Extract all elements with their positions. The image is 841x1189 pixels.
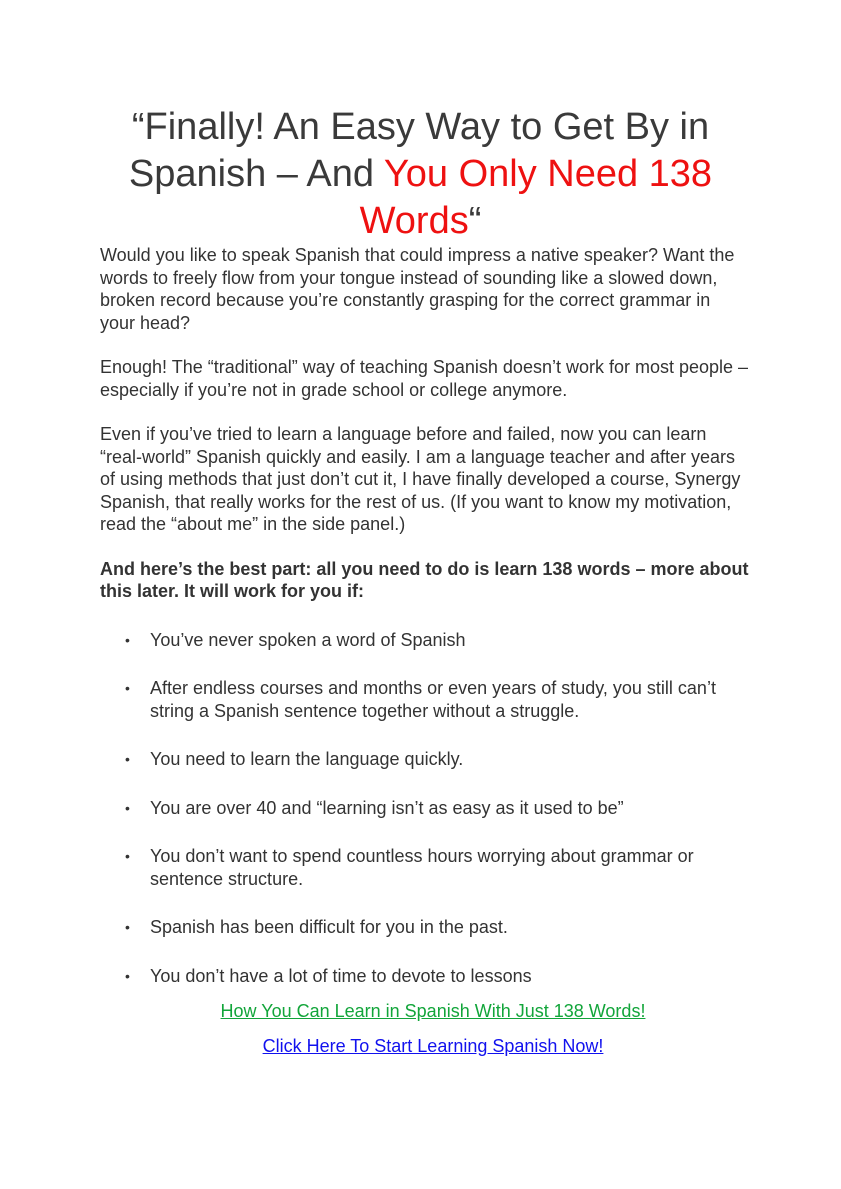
title-highlight: You Only Need 138 Words bbox=[359, 153, 713, 242]
benefit-list bbox=[100, 629, 750, 988]
list-item bbox=[125, 916, 750, 939]
bullet-icon: • bbox=[125, 848, 130, 864]
bullet-icon: • bbox=[125, 680, 130, 696]
list-item bbox=[125, 677, 750, 722]
cta-links bbox=[90, 1000, 776, 1057]
bullet-icon: • bbox=[125, 799, 130, 816]
bullet-icon: • bbox=[125, 751, 130, 767]
list-item-text: You don’t want to spend countless hours worrying about grammar or sentence structure. bbox=[150, 846, 694, 889]
article-body bbox=[100, 244, 750, 1013]
list-item bbox=[125, 629, 750, 652]
list-item bbox=[125, 845, 750, 890]
list-item bbox=[125, 965, 750, 988]
list-item-text: Spanish has been difficult for you in the past. bbox=[150, 917, 508, 937]
learn-138-words-link[interactable]: How You Can Learn in Spanish With Just 138 Words! bbox=[220, 1001, 646, 1021]
best-part-heading: And here’s the best part: all you need to do is learn 138 words – more about this later. It will work for you if: bbox=[100, 558, 749, 601]
paragraph-intro: Would you like to speak Spanish that could impress a native speaker? Want the words to freely flow from your tongue instead of sounding like a slowed down, broken record because you’re constantly grasping for the correct grammar in your head? bbox=[100, 245, 735, 333]
list-item bbox=[125, 748, 750, 771]
list-item-text: You need to learn the language quickly. bbox=[150, 749, 464, 769]
list-item-text: After endless courses and months or even years of study, you still can’t string a Spanish sentence together without a struggle. bbox=[150, 678, 716, 721]
list-item-text: You are over 40 and “learning isn’t as easy as it used to be” bbox=[150, 797, 624, 818]
start-learning-link[interactable]: Click Here To Start Learning Spanish Now! bbox=[262, 1036, 604, 1056]
list-item bbox=[125, 797, 750, 820]
title-text: “Finally! An Easy Way to Get By in Spanish – And bbox=[128, 106, 710, 195]
bullet-icon: • bbox=[125, 967, 130, 984]
paragraph-enough: Enough! The “traditional” way of teaching Spanish doesn’t work for most people – especially if you’re not in grade school or college anymore. bbox=[100, 357, 749, 400]
list-item-text: You don’t have a lot of time to devote to lessons bbox=[150, 965, 532, 986]
list-item-text: You’ve never spoken a word of Spanish bbox=[150, 629, 466, 650]
bullet-icon: • bbox=[125, 919, 130, 935]
title-closing-quote: “ bbox=[468, 200, 482, 242]
bullet-icon: • bbox=[125, 631, 130, 648]
page-title bbox=[90, 104, 751, 245]
paragraph-real-world: Even if you’ve tried to learn a language before and failed, now you can learn “real-world” Spanish quickly and easily. I am a language teacher and after years of using methods that just don’t cut it, I have finally developed a course, Synergy Spanish, that really works for the rest of us. (If you want to know my motivation, read the “about me” in the side panel.) bbox=[100, 424, 741, 534]
